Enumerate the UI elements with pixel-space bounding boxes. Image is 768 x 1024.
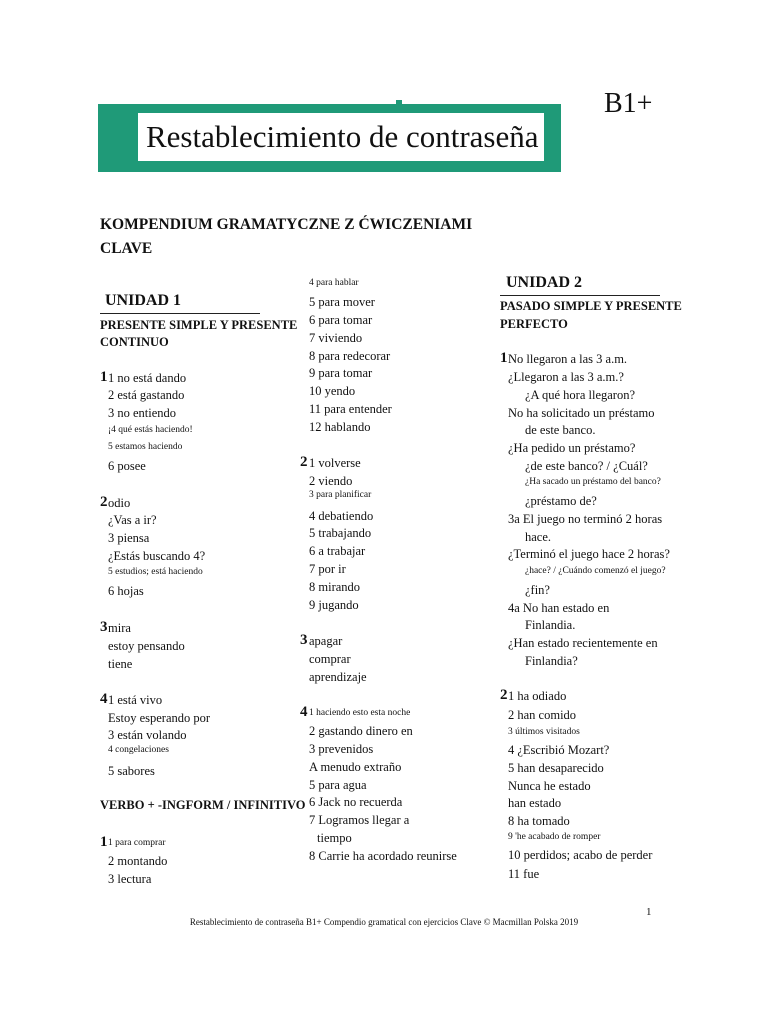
answer-line: ¿fin?	[525, 583, 550, 597]
answer-line: 10 perdidos; acabo de perder	[508, 848, 653, 862]
answer-line: 11 fue	[508, 867, 540, 881]
answer-line: 7 viviendo	[309, 331, 363, 345]
exercise-number: 2	[500, 687, 508, 703]
answer-line: ¿A qué hora llegaron?	[525, 388, 636, 402]
answer-line: ¿Terminó el juego hace 2 horas?	[508, 547, 670, 561]
unit-1-subheading-line2: CONTINUO	[100, 335, 169, 349]
answer-line: de este banco.	[525, 423, 596, 437]
answer-line: 4a No han estado en	[508, 601, 610, 615]
level-label: B1+	[604, 88, 653, 119]
answer-line: 8 ha tomado	[508, 814, 570, 828]
main-heading-line2: CLAVE	[100, 240, 153, 257]
answer-line: 6 Jack no recuerda	[309, 795, 403, 809]
answer-line: tiene	[108, 657, 133, 671]
exercise-number: 4	[300, 704, 308, 720]
answer-line: 2 gastando dinero en	[309, 724, 413, 738]
answer-line: estoy pensando	[108, 639, 185, 653]
section-heading: VERBO + -INGFORM / INFINITIVO	[100, 798, 306, 812]
answer-line: ¿Vas a ir?	[108, 513, 157, 527]
answer-line: Finlandia.	[525, 618, 576, 632]
exercise-number: 3	[300, 632, 308, 648]
exercise-number: 1	[100, 834, 108, 850]
answer-line: 4 congelaciones	[108, 745, 169, 755]
page-number: 1	[646, 906, 652, 918]
answer-line: 8 para redecorar	[309, 349, 391, 363]
exercise-number: 2	[100, 494, 108, 510]
exercise-number: 1	[100, 369, 108, 385]
answer-line: 3a El juego no terminó 2 horas	[508, 512, 663, 526]
answer-line: 8 mirando	[309, 580, 361, 594]
unit-1-heading: UNIDAD 1	[105, 292, 181, 309]
exercise-number: 2	[300, 454, 308, 470]
answer-line: 1 ha odiado	[508, 689, 567, 703]
answer-line: ¿Estás buscando 4?	[108, 549, 206, 563]
unit-2-subheading-line2: PERFECTO	[500, 317, 568, 331]
answer-line: 1 no está dando	[108, 371, 187, 385]
answer-line: 3 no entiendo	[108, 406, 177, 420]
unit-2-underline	[500, 295, 660, 296]
unit-1-underline	[100, 313, 260, 314]
answer-line: 7 por ir	[309, 562, 346, 576]
answer-line: 5 trabajando	[309, 526, 372, 540]
answer-line: 7 Logramos llegar a	[309, 813, 410, 827]
answer-line: 5 estudios; está haciendo	[108, 567, 203, 577]
answer-line: 2 han comido	[508, 708, 577, 722]
answer-line: 9 para tomar	[309, 366, 373, 380]
exercise-number: 3	[100, 619, 108, 635]
answer-line: 8 Carrie ha acordado reunirse	[309, 849, 457, 863]
answer-line: ¡4 qué estás haciendo!	[108, 425, 193, 435]
answer-line: 11 para entender	[309, 402, 392, 416]
footer-text: Restablecimiento de contraseña B1+ Compendio gramatical con ejercicios Clave © Macmillan Polska 2019	[189, 917, 579, 927]
answer-line: A menudo extraño	[309, 760, 402, 774]
main-heading-line1: KOMPENDIUM GRAMATYCZNE Z ĆWICZENIAMI	[100, 216, 473, 233]
answer-line: 3 lectura	[108, 872, 152, 886]
answer-line: 5 sabores	[108, 764, 155, 778]
answer-line: ¿préstamo de?	[525, 494, 597, 508]
answer-line: 3 para planificar	[309, 490, 372, 500]
answer-line: ¿Ha pedido un préstamo?	[508, 441, 636, 455]
answer-line: comprar	[309, 652, 351, 666]
answer-line: 12 hablando	[309, 420, 371, 434]
answer-line: 5 estamos haciendo	[108, 442, 183, 452]
unit-1-subheading-line1: PRESENTE SIMPLE Y PRESENTE	[100, 318, 298, 332]
answer-line: aprendizaje	[309, 670, 367, 684]
answer-line: 2 viendo	[309, 474, 353, 488]
answer-line: 3 prevenidos	[309, 742, 374, 756]
answer-line: 6 posee	[108, 459, 146, 473]
answer-line: apagar	[309, 634, 343, 648]
answer-line: 1 está vivo	[108, 693, 163, 707]
answer-line: 9 'he acabado de romper	[508, 832, 601, 842]
answer-line: ¿hace? / ¿Cuándo comenzó el juego?	[525, 566, 666, 576]
answer-line: Finlandia?	[525, 654, 578, 668]
answer-line: 6 hojas	[108, 584, 144, 598]
answer-line: Estoy esperando por	[108, 711, 211, 725]
answer-line: No llegaron a las 3 a.m.	[508, 352, 628, 366]
answer-line: 3 últimos visitados	[508, 727, 580, 737]
answer-line: 1 haciendo esto esta noche	[309, 708, 411, 718]
answer-line: 5 para agua	[309, 778, 367, 792]
answer-line: 4 debatiendo	[309, 509, 374, 523]
answer-line: ¿Ha sacado un préstamo del banco?	[525, 477, 661, 487]
answer-line: 2 montando	[108, 854, 168, 868]
unit-2-heading: UNIDAD 2	[506, 274, 582, 291]
answer-line: 5 han desaparecido	[508, 761, 604, 775]
answer-line: 2 está gastando	[108, 388, 185, 402]
answer-line: ¿Llegaron a las 3 a.m.?	[508, 370, 624, 384]
unit-2-subheading-line1: PASADO SIMPLE Y PRESENTE	[500, 299, 682, 313]
answer-line: ¿Han estado recientemente en	[508, 636, 658, 650]
answer-line: 4 para hablar	[309, 278, 359, 288]
answer-line: 6 para tomar	[309, 313, 373, 327]
banner-notch	[396, 100, 402, 108]
exercise-number: 4	[100, 691, 108, 707]
answer-line: 3 están volando	[108, 728, 187, 742]
answer-line: 1 para comprar	[108, 838, 166, 848]
answer-line: Nunca he estado	[508, 779, 591, 793]
answer-line: ¿de este banco? / ¿Cuál?	[525, 459, 648, 473]
answer-line: mira	[108, 621, 131, 635]
answer-line: 5 para mover	[309, 295, 375, 309]
exercise-number: 1	[500, 350, 508, 366]
answer-line: 3 piensa	[108, 531, 150, 545]
answer-line: 6 a trabajar	[309, 544, 366, 558]
answer-line: No ha solicitado un préstamo	[508, 406, 655, 420]
answer-line: tiempo	[317, 831, 352, 845]
answer-line: hace.	[525, 530, 552, 544]
answer-line: 4 ¿Escribió Mozart?	[508, 743, 610, 757]
answer-line: 10 yendo	[309, 384, 356, 398]
answer-line: odio	[108, 496, 131, 510]
answer-line: 1 volverse	[309, 456, 361, 470]
answer-line: 9 jugando	[309, 598, 359, 612]
answer-line: han estado	[508, 796, 562, 810]
page-title: Restablecimiento de contraseña	[138, 113, 544, 161]
